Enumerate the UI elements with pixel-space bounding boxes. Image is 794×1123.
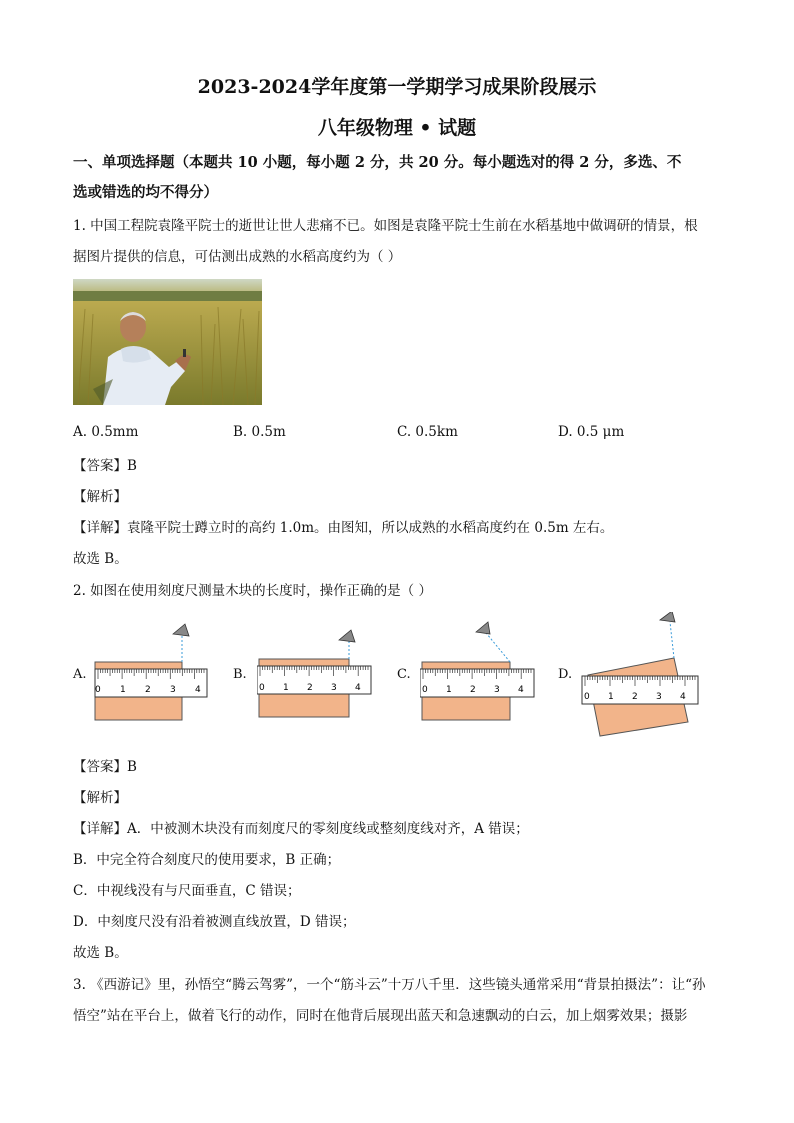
q2-stem: 2. 如图在使用刻度尺测量木块的长度时，操作正确的是（ ） [73, 583, 432, 599]
ruler-tick-label: 4 [355, 683, 361, 693]
eye-icon [173, 624, 189, 636]
q3-stem-line2: 悟空”站在平台上，做着飞行的动作，同时在他背后展现出蓝天和急速飘动的白云，加上烟雾效果；摄影 [73, 1008, 688, 1024]
ruler-tick-label: 3 [331, 683, 337, 693]
ruler-tick-label: 3 [656, 692, 662, 702]
q1-option-b: B. 0.5m [233, 424, 286, 440]
ruler-tick-label: 1 [283, 683, 289, 693]
eye-icon [339, 630, 355, 642]
figure-b-label: B. [233, 667, 247, 682]
ruler-tick-label: 0 [95, 685, 101, 695]
page-subtitle: 八年级物理 • 试题 [317, 117, 477, 139]
ruler-tick-label: 1 [120, 685, 126, 695]
figure-c-label: C. [397, 667, 411, 682]
ruler-tick-label: 2 [470, 685, 476, 695]
q1-detail: 【详解】袁隆平院士蹲立时的高约 1.0m。由图知，所以成熟的水稻高度约在 0.5m 左右。 [73, 520, 614, 536]
q1-answer: 【答案】B [73, 458, 137, 474]
ruler-tick-label: 1 [608, 692, 614, 702]
ruler-tick-label: 0 [422, 685, 428, 695]
ruler-tick-label: 2 [307, 683, 313, 693]
figure-d-ruler-diagram [580, 612, 755, 737]
ruler-tick-label: 3 [494, 685, 500, 695]
q1-option-d: D. 0.5 μm [558, 424, 625, 440]
q3-stem-line1: 3. 《西游记》里，孙悟空“腾云驾雾”，一个“筋斗云”十万八千里．这些镜头通常采用“背景拍摄法”：让“孙 [73, 977, 706, 993]
q2-analysis-label: 【解析】 [73, 790, 127, 806]
ruler-tick-label: 1 [446, 685, 452, 695]
q1-conclusion: 故选 B。 [73, 551, 128, 567]
q2-detail-a: 【详解】A．中被测木块没有而刻度尺的零刻度线或整刻度线对齐，A 错误； [73, 821, 529, 837]
page-title: 2023-2024学年度第一学期学习成果阶段展示 [197, 76, 597, 98]
ruler-tick-label: 0 [584, 692, 590, 702]
q1-option-a: A. 0.5mm [73, 424, 139, 440]
q2-detail-d: D．中刻度尺没有沿着被测直线放置，D 错误； [73, 914, 356, 930]
figure-a-label: A. [73, 667, 87, 682]
sight-line [670, 622, 674, 658]
q2-detail-b: B．中完全符合刻度尺的使用要求，B 正确； [73, 852, 341, 868]
ruler-tick-label: 4 [680, 692, 686, 702]
q2-conclusion: 故选 B。 [73, 945, 128, 961]
section-heading-line1: 一、单项选择题（本题共 10 小题，每小题 2 分，共 20 分。每小题选对的得 2 分，多选、不 [73, 154, 682, 171]
ruler-tick-label: 4 [195, 685, 201, 695]
q1-option-c: C. 0.5km [397, 424, 458, 440]
q2-answer: 【答案】B [73, 759, 137, 775]
ruler-tick-label: 3 [170, 685, 176, 695]
q2-detail-c: C．中视线没有与尺面垂直，C 错误； [73, 883, 301, 899]
ruler-tick-label: 2 [145, 685, 151, 695]
ruler-tick-label: 4 [518, 685, 524, 695]
rice-field-photo [73, 279, 262, 405]
q1-stem-line1: 1. 中国工程院袁隆平院士的逝世让世人悲痛不已。如图是袁隆平院士生前在水稻基地中做调研的情景，根 [73, 218, 698, 234]
section-heading-line2: 选或错选的均不得分） [73, 184, 218, 201]
figure-d-label: D. [558, 667, 573, 682]
q1-stem-line2: 据图片提供的信息，可估测出成熟的水稻高度约为（ ） [73, 249, 402, 265]
eye-icon [660, 612, 675, 622]
q1-analysis-label: 【解析】 [73, 489, 127, 505]
ruler-tick-label: 0 [259, 683, 265, 693]
eye-icon [476, 622, 490, 634]
ruler-tick-label: 2 [632, 692, 638, 702]
